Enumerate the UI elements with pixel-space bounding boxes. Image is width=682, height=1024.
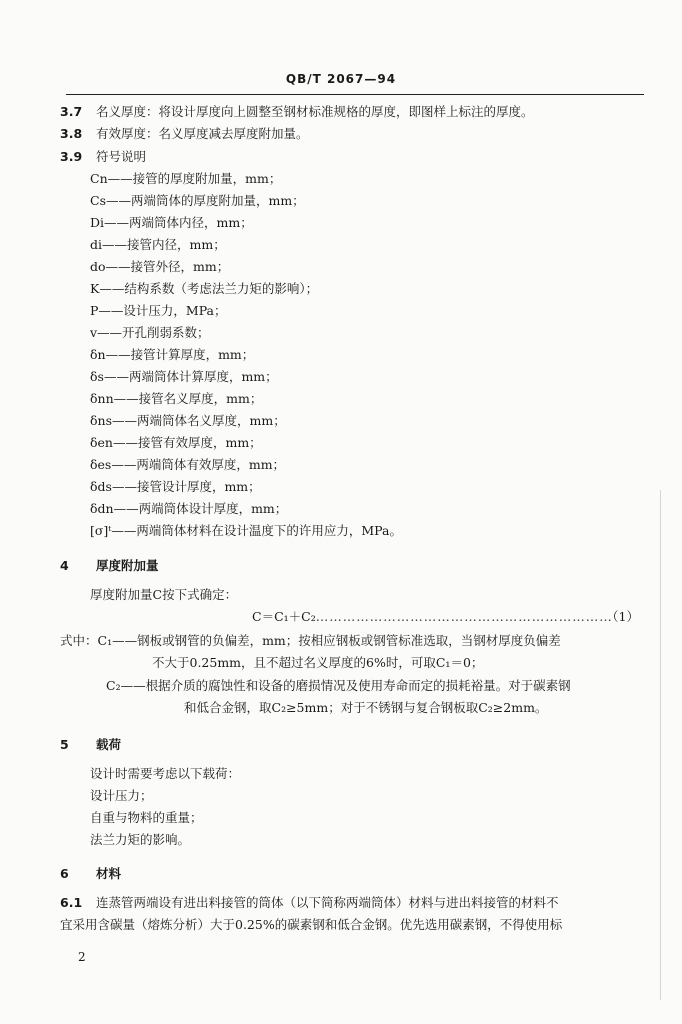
symbol-line: δen——接管有效厚度，mm； — [90, 435, 262, 450]
symbol-line: Cs——两端筒体的厚度附加量，mm； — [90, 193, 305, 208]
symbol-line: v——开孔削弱系数； — [90, 325, 210, 340]
clause-6-1 — [60, 895, 559, 911]
symbol-line: K——结构系数（考虑法兰力矩的影响）； — [90, 281, 319, 296]
symbol-line: δnn——接管名义厚度，mm； — [90, 391, 263, 406]
symbol-line: Di——两端筒体内径，mm； — [90, 215, 253, 230]
section-4-heading — [60, 558, 159, 574]
page-number: 2 — [78, 950, 86, 964]
clause-number: 3.8 — [60, 126, 83, 141]
clause-6-1-continued: 宜采用含碳量（熔炼分析）大于0.25%的碳素钢和低合金钢。优先选用碳素钢，不得使用标 — [60, 917, 563, 932]
equation-number: （1） — [606, 609, 639, 624]
symbol-line: Cn——接管的厚度附加量，mm； — [90, 171, 282, 186]
symbol-line: δs——两端筒体计算厚度，mm； — [90, 369, 278, 384]
symbol-line: δn——接管计算厚度，mm； — [90, 347, 255, 362]
load-item: 法兰力矩的影响。 — [90, 832, 191, 847]
symbol-line: [σ]ᵗ——两端筒体材料在设计温度下的许用应力，MPa。 — [90, 523, 402, 538]
where-line: 不大于0.25mm，且不超过名义厚度的6%时，可取C₁＝0； — [152, 655, 484, 670]
symbol-line: do——接管外径，mm； — [90, 259, 230, 274]
symbol-line: di——接管内径，mm； — [90, 237, 226, 252]
header-rule — [66, 94, 644, 95]
section-title: 厚度附加量 — [96, 558, 159, 573]
symbol-line: P——设计压力，MPa； — [90, 303, 227, 318]
where-line: 式中：C₁——钢板或钢管的负偏差，mm；按相应钢板或钢管标准选取，当钢材厚度负偏差 — [60, 633, 561, 648]
section-4-intro: 厚度附加量C按下式确定： — [90, 587, 238, 602]
section-number: 6 — [60, 866, 69, 881]
load-item: 设计时需要考虑以下载荷： — [90, 766, 241, 781]
section-5-heading — [60, 737, 121, 753]
clause-number: 3.7 — [60, 104, 83, 119]
standard-code-header: QB/T 2067—94 — [285, 72, 397, 86]
clause-text: 有效厚度：名义厚度减去厚度附加量。 — [96, 126, 309, 141]
symbol-line: δes——两端筒体有效厚度，mm； — [90, 457, 286, 472]
symbol-line: δdn——两端筒体设计厚度，mm； — [90, 501, 288, 516]
clause-number: 6.1 — [60, 895, 83, 910]
formula-expression: C＝C₁＋C₂ — [252, 609, 316, 624]
section-6-heading — [60, 866, 121, 882]
load-item: 设计压力； — [90, 788, 153, 803]
clause-3-8 — [60, 126, 309, 142]
clause-number: 3.9 — [60, 149, 83, 164]
symbol-line: δds——接管设计厚度，mm； — [90, 479, 261, 494]
load-item: 自重与物料的重量； — [90, 810, 203, 825]
formula-leader-dots: ………………………………………………………… — [315, 609, 613, 624]
where-line: 和低合金钢，取C₂≥5mm；对于不锈钢与复合钢板取C₂≥2mm。 — [184, 700, 548, 715]
symbol-line: δns——两端筒体名义厚度，mm； — [90, 413, 286, 428]
section-title: 载荷 — [96, 737, 122, 752]
section-number: 5 — [60, 737, 69, 752]
clause-3-7 — [60, 104, 534, 120]
where-line: C₂——根据介质的腐蚀性和设备的磨损情况及使用寿命而定的损耗裕量。对于碳素钢 — [106, 678, 571, 693]
section-number: 4 — [60, 558, 69, 573]
scan-edge-line — [660, 490, 661, 1000]
clause-text: 连蒸管两端设有进出料接管的筒体（以下简称两端筒体）材料与进出料接管的材料不 — [96, 895, 559, 910]
clause-3-9 — [60, 149, 146, 165]
clause-text: 符号说明 — [96, 149, 147, 164]
formula-1 — [252, 609, 613, 625]
section-title: 材料 — [96, 866, 122, 881]
clause-text: 名义厚度：将设计厚度向上圆整至钢材标准规格的厚度，即图样上标注的厚度。 — [96, 104, 534, 119]
